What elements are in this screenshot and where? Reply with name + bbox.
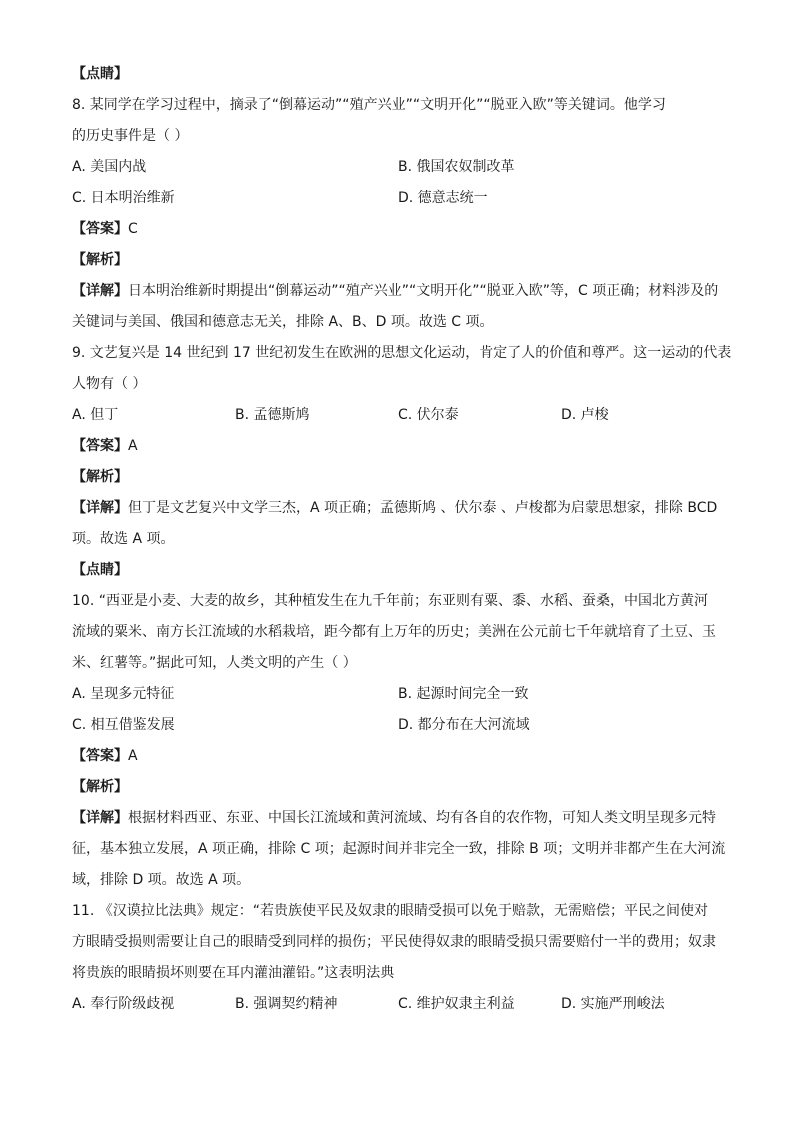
- q9-answer-tag: 【答案】: [72, 438, 128, 454]
- q8-stem-line-2: 的历史事件是（ ）: [72, 128, 189, 144]
- q8-option-c: C. 日本明治维新: [72, 190, 175, 206]
- q8-options-row-1: [72, 152, 732, 183]
- q9-answer: [72, 431, 732, 462]
- q11-option-c: C. 维护奴隶主利益: [398, 996, 515, 1012]
- q10-stem-line-2: 流域的粟米、南方长江流域的水稻栽培，距今都有上万年的历史；美洲在公元前七千年就培育了土豆、玉: [72, 624, 716, 640]
- q9-option-c: C. 伏尔泰: [398, 407, 459, 423]
- q10-stem-line-3: 米、红薯等。”据此可知，人类文明的产生（ ）: [72, 655, 357, 671]
- q8-detail-line-2: 关键词与美国、俄国和德意志无关，排除 A、B、D 项。故选 C 项。: [72, 314, 494, 330]
- q10-options-row-1: [72, 679, 732, 710]
- q9-options-row: [72, 400, 732, 431]
- q8-answer: [72, 214, 732, 245]
- q8-detail-text-1: 日本明治维新时期提出“倒幕运动”“殖产兴业”“文明开化”“脱亚入欧”等，C 项正确；材料涉及的: [128, 283, 719, 299]
- exam-page: [72, 59, 732, 1020]
- q11-options-row: [72, 989, 732, 1020]
- q10-option-d: D. 都分布在大河流域: [398, 717, 530, 733]
- q10-answer-tag: 【答案】: [72, 748, 128, 764]
- q10-detail-line-1: [72, 803, 732, 834]
- q11-option-a: A. 奉行阶级歧视: [72, 996, 175, 1012]
- q11-stem-line-2: 方眼睛受损则需要让自己的眼睛受到同样的损伤；平民使得奴隶的眼睛受损只需要赔付一半的费用；奴隶: [72, 934, 716, 950]
- q10-option-b: B. 起源时间完全一致: [398, 686, 529, 702]
- q8-option-d: D. 德意志统一: [398, 190, 488, 206]
- q10-detail-line-2: 征，基本独立发展，A 项正确，排除 C 项；起源时间并非完全一致，排除 B 项；文明并非都产生在大河流: [72, 841, 726, 857]
- q10-answer-value: A: [128, 748, 138, 764]
- q9-detail-line-2: 项。故选 A 项。: [72, 531, 175, 547]
- q7-dianjing-tag: 【点睛】: [72, 66, 128, 82]
- q8-detail-tag: 【详解】: [72, 283, 128, 299]
- q10-stem-line-1: 10. “西亚是小麦、大麦的故乡，其种植发生在九千年前；东亚则有粟、黍、水稻、蚕桑，中国北方黄河: [72, 593, 708, 609]
- q8-analysis-tag: 【解析】: [72, 252, 128, 268]
- q11-stem-line-3: 将贵族的眼睛损坏则要在耳内灌油灌铅。”这表明法典: [72, 965, 395, 981]
- q9-analysis-tag: 【解析】: [72, 469, 128, 485]
- q10-answer: [72, 741, 732, 772]
- q9-option-d: D. 卢梭: [561, 407, 609, 423]
- q8-stem-line-1: 8. 某同学在学习过程中，摘录了“倒幕运动”“殖产兴业”“文明开化”“脱亚入欧”等关键词。他学习: [72, 97, 666, 113]
- q10-analysis-tag: 【解析】: [72, 779, 128, 795]
- q10-detail-tag: 【详解】: [72, 810, 128, 826]
- q8-option-a: A. 美国内战: [72, 159, 147, 175]
- q9-option-a: A. 但丁: [72, 407, 119, 423]
- q8-detail-line-1: [72, 276, 732, 307]
- q8-answer-tag: 【答案】: [72, 221, 128, 237]
- q11-option-b: B. 强调契约精神: [235, 996, 338, 1012]
- q10-detail-line-3: 域，排除 D 项。故选 A 项。: [72, 872, 251, 888]
- q9-answer-value: A: [128, 438, 138, 454]
- q10-option-a: A. 呈现多元特征: [72, 686, 175, 702]
- q11-option-d: D. 实施严刑峻法: [561, 996, 665, 1012]
- q10-detail-text-1: 根据材料西亚、东亚、中国长江流域和黄河流域、均有各自的农作物，可知人类文明呈现多元特: [128, 810, 716, 826]
- q9-stem-line-2: 人物有（ ）: [72, 376, 147, 392]
- q9-detail-tag: 【详解】: [72, 500, 128, 516]
- q11-stem-line-1: 11. 《汉谟拉比法典》规定：“若贵族使平民及奴隶的眼睛受损可以免于赔款，无需赔偿；平民之间使对: [72, 903, 708, 919]
- q9-detail-line-1: [72, 493, 732, 524]
- q10-options-row-2: [72, 710, 732, 741]
- q9-detail-text-1: 但丁是文艺复兴中文学三杰，A 项正确；孟德斯鸠 、伏尔泰 、卢梭都为启蒙思想家，排除 BCD: [128, 500, 718, 516]
- q9-dianjing-tag: 【点睛】: [72, 562, 128, 578]
- q8-answer-value: C: [128, 221, 138, 237]
- q10-option-c: C. 相互借鉴发展: [72, 717, 175, 733]
- q9-stem-line-1: 9. 文艺复兴是 14 世纪到 17 世纪初发生在欧洲的思想文化运动，肯定了人的价值和尊严。这一运动的代表: [72, 345, 732, 361]
- q8-options-row-2: [72, 183, 732, 214]
- q8-option-b: B. 俄国农奴制改革: [398, 159, 515, 175]
- q9-option-b: B. 孟德斯鸠: [235, 407, 310, 423]
